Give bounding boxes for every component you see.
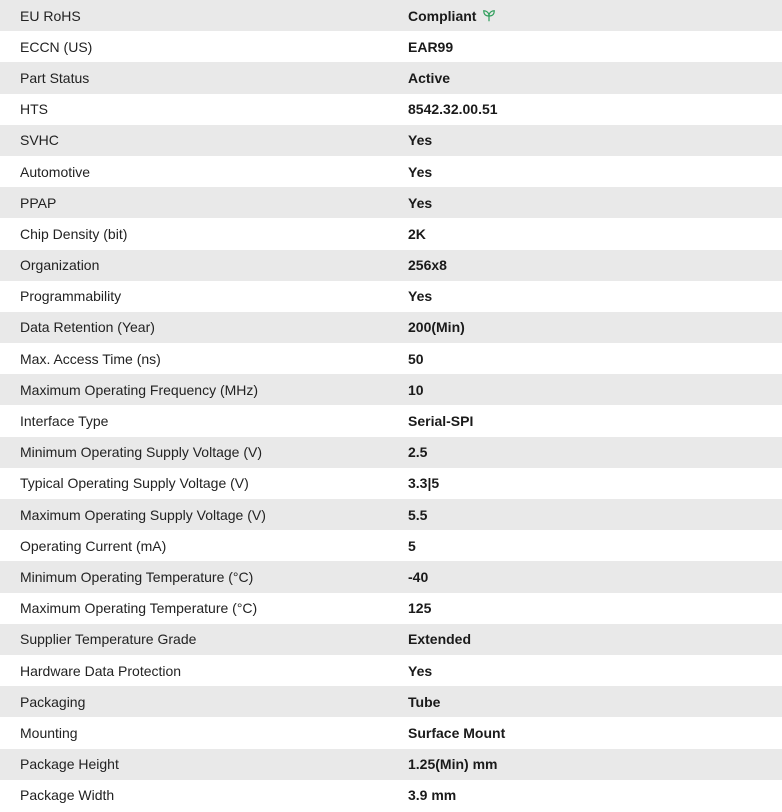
spec-value: 200(Min) (408, 319, 465, 336)
spec-value: 2K (408, 225, 426, 242)
spec-value: 3.3|5 (408, 475, 440, 492)
spec-label: Hardware Data Protection (20, 662, 182, 679)
spec-value: Active (408, 69, 451, 86)
table-row (0, 655, 782, 686)
table-row (0, 468, 782, 499)
spec-label: Operating Current (mA) (20, 537, 167, 554)
table-row (0, 780, 782, 811)
spec-value: 1.25(Min) mm (408, 756, 498, 773)
spec-value: 50 (408, 350, 424, 367)
spec-value: Extended (408, 631, 472, 648)
spec-value: Yes (408, 662, 433, 679)
spec-label: Organization (20, 257, 100, 274)
table-row (0, 561, 782, 592)
table-row (0, 31, 782, 62)
table-row (0, 437, 782, 468)
spec-label: Maximum Operating Frequency (MHz) (20, 381, 259, 398)
table-row (0, 717, 782, 748)
table-row (0, 405, 782, 436)
table-row (0, 749, 782, 780)
spec-value: Yes (408, 132, 433, 149)
spec-label: ECCN (US) (20, 38, 93, 55)
spec-value: Serial-SPI (408, 413, 474, 430)
spec-label: HTS (20, 101, 48, 118)
spec-label: Chip Density (bit) (20, 225, 128, 242)
spec-label: Minimum Operating Temperature (°C) (20, 568, 254, 585)
spec-value: 125 (408, 600, 432, 617)
spec-value: 5 (408, 537, 416, 554)
spec-label: Interface Type (20, 413, 109, 430)
spec-value-cell (408, 0, 782, 31)
table-row (0, 0, 782, 31)
spec-label: SVHC (20, 132, 59, 149)
table-row (0, 593, 782, 624)
spec-value: 8542.32.00.51 (408, 101, 498, 118)
spec-value: Yes (408, 194, 433, 211)
spec-value: 10 (408, 381, 424, 398)
table-row (0, 312, 782, 343)
spec-label: Typical Operating Supply Voltage (V) (20, 475, 249, 492)
table-row (0, 62, 782, 93)
spec-label: Minimum Operating Supply Voltage (V) (20, 444, 262, 461)
spec-label: PPAP (20, 194, 57, 211)
spec-value: Surface Mount (408, 724, 506, 741)
spec-label: Data Retention (Year) (20, 319, 155, 336)
spec-value: 5.5 (408, 506, 428, 523)
spec-label: Supplier Temperature Grade (20, 631, 197, 648)
spec-label: Mounting (20, 724, 78, 741)
spec-value: -40 (408, 568, 429, 585)
spec-value: 256x8 (408, 257, 447, 274)
spec-label: Max. Access Time (ns) (20, 350, 161, 367)
table-row (0, 624, 782, 655)
spec-label: Packaging (20, 693, 86, 710)
spec-value: EAR99 (408, 38, 454, 55)
spec-label: Package Height (20, 756, 119, 773)
table-row (0, 187, 782, 218)
spec-label: EU RoHS (20, 7, 81, 24)
table-row (0, 94, 782, 125)
spec-value: 3.9 mm (408, 787, 457, 804)
table-row (0, 686, 782, 717)
table-row (0, 374, 782, 405)
spec-label: Programmability (20, 288, 122, 305)
table-row (0, 250, 782, 281)
table-row (0, 125, 782, 156)
spec-label: Package Width (20, 787, 115, 804)
spec-value: Compliant (408, 7, 477, 24)
spec-value: Yes (408, 288, 433, 305)
spec-label: Part Status (20, 69, 90, 86)
table-row (0, 218, 782, 249)
table-row (0, 281, 782, 312)
table-row (0, 499, 782, 530)
table-row (0, 156, 782, 187)
table-row (0, 343, 782, 374)
spec-label: Automotive (20, 163, 91, 180)
spec-label: Maximum Operating Supply Voltage (V) (20, 506, 266, 523)
spec-value: Yes (408, 163, 433, 180)
spec-value: Tube (408, 693, 441, 710)
table-row (0, 530, 782, 561)
spec-label: Maximum Operating Temperature (°C) (20, 600, 258, 617)
spec-value: 2.5 (408, 444, 428, 461)
leaf-icon (482, 9, 496, 23)
